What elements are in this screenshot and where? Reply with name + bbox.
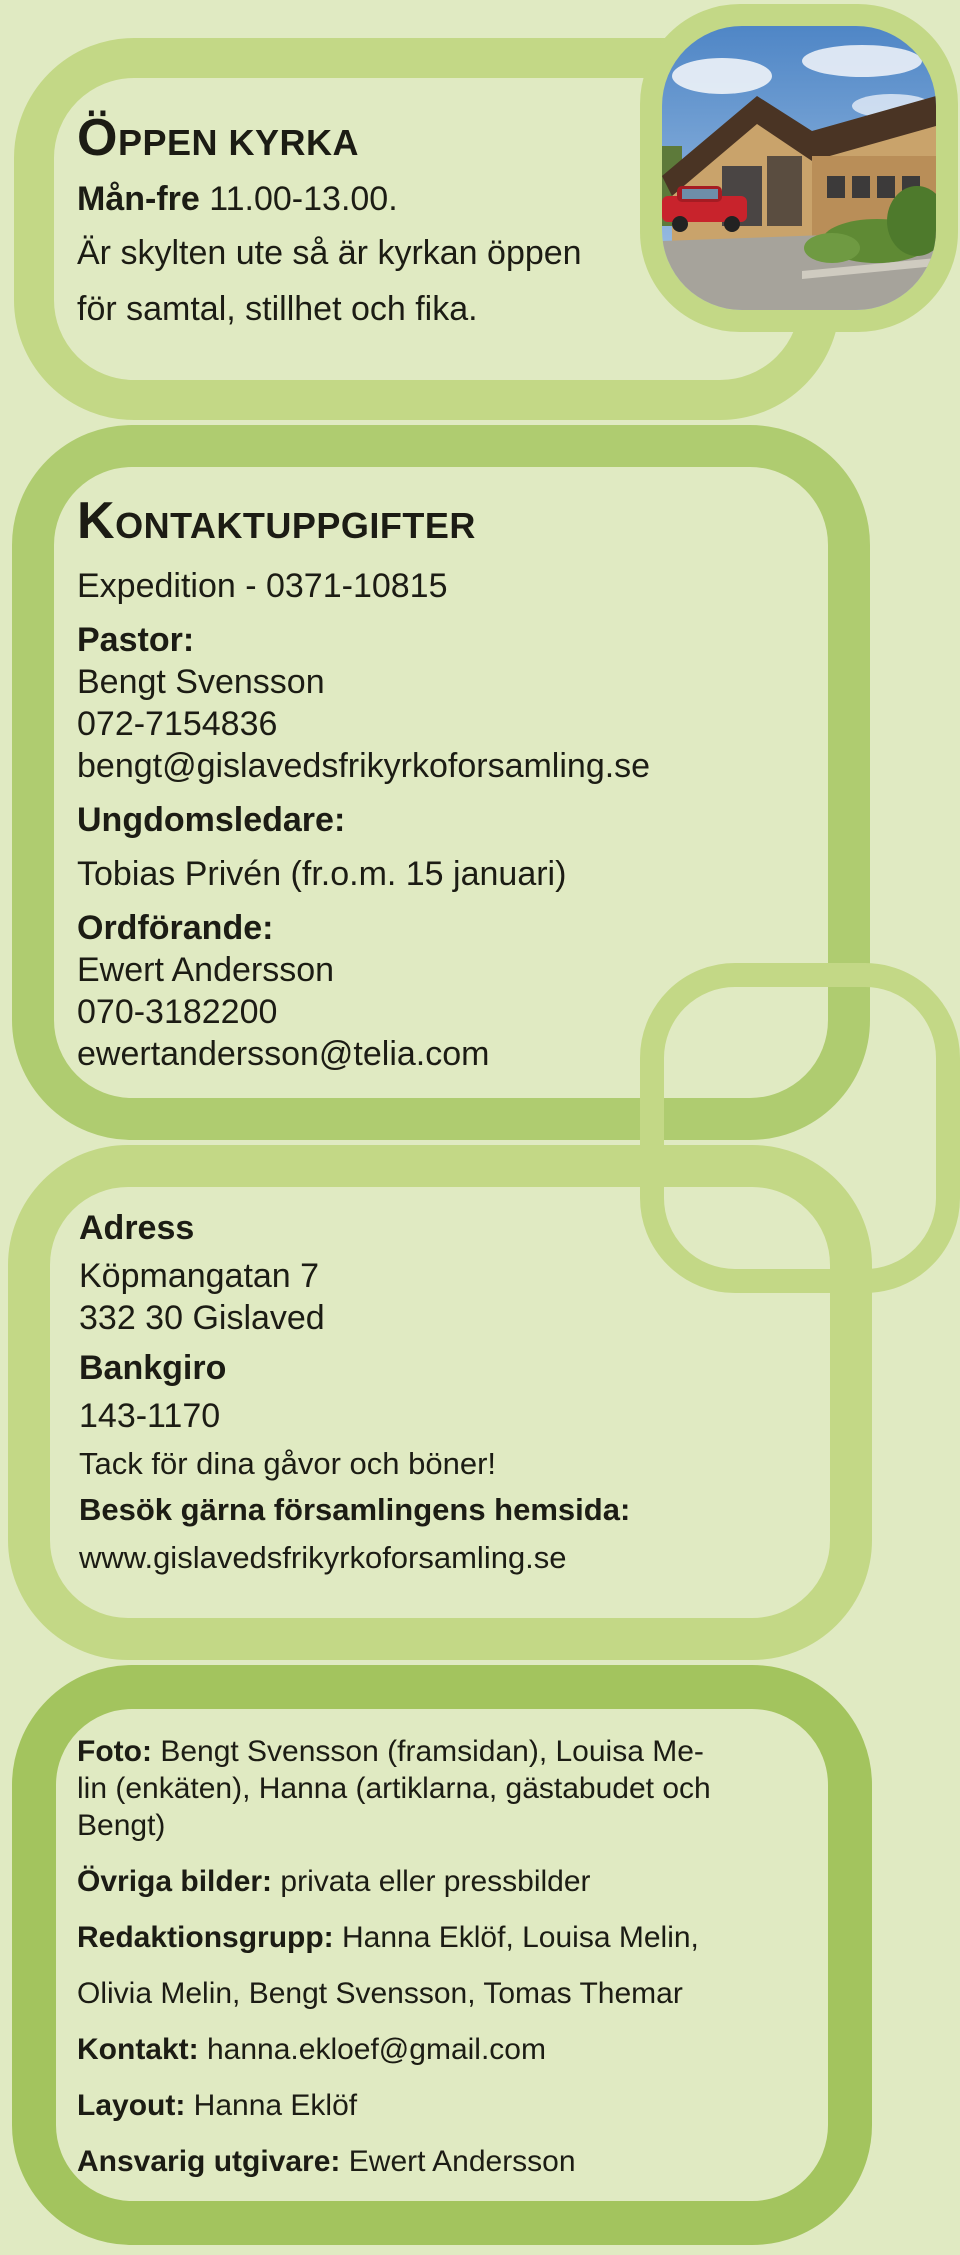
address-street: Köpmangatan 7	[79, 1257, 320, 1295]
chair-email: ewertandersson@telia.com	[77, 1035, 490, 1073]
address-label: Adress	[79, 1209, 195, 1247]
layout-credit	[77, 2087, 777, 2124]
editorial-group-value-2: Olivia Melin, Bengt Svensson, Tomas Themar	[77, 1977, 683, 2010]
pastor-email: bengt@gislavedsfrikyrkoforsamling.se	[77, 747, 651, 785]
expedition-phone: Expedition - 0371-10815	[77, 567, 448, 605]
open-church-heading	[77, 109, 637, 167]
opening-hours-label: Mån-fre	[77, 180, 200, 218]
other-images-credit	[77, 1863, 777, 1900]
bankgiro-number: 143-1170	[79, 1397, 221, 1435]
open-church-line-2: för samtal, stillhet och fika.	[77, 290, 478, 328]
address-city: 332 30 Gislaved	[79, 1299, 325, 1337]
publisher-label: Ansvarig utgivare:	[77, 2145, 341, 2178]
publisher-value: Ewert Andersson	[348, 2145, 576, 2178]
youth-leader-label: Ungdomsledare:	[77, 801, 346, 839]
photo-credits-line-1: Bengt Svensson (framsidan), Louisa Me-	[160, 1735, 704, 1768]
editorial-group-continued	[77, 1975, 777, 2012]
photo-credits-line-2: lin (enkäten), Hanna (artiklarna, gästabudet och	[77, 1772, 711, 1805]
chair-phone: 070-3182200	[77, 993, 278, 1031]
contact-email[interactable]: hanna.ekloef@gmail.com	[207, 2033, 546, 2066]
editorial-group-value-1: Hanna Eklöf, Louisa Melin,	[342, 1921, 699, 1954]
photo-credits	[77, 1733, 777, 1844]
layout-label: Layout:	[77, 2089, 186, 2122]
open-church-section	[77, 109, 637, 330]
church-building-illustration	[662, 26, 936, 310]
open-church-heading-rest: PPEN KYRKA	[117, 122, 359, 163]
other-images-value: privata eller pressbilder	[280, 1865, 591, 1898]
youth-leader-name: Tobias Privén (fr.o.m. 15 januari)	[77, 855, 567, 893]
credits-section	[77, 1733, 777, 2199]
editorial-group	[77, 1919, 777, 1956]
contacts-heading-rest: ONTAKTUPPGIFTER	[115, 505, 476, 546]
contacts-section	[77, 492, 817, 1075]
opening-hours	[77, 178, 637, 220]
publisher-credit	[77, 2143, 777, 2180]
contact-credit	[77, 2031, 777, 2068]
pastor-phone: 072-7154836	[77, 705, 278, 743]
pastor-name: Bengt Svensson	[77, 663, 325, 701]
editorial-group-label: Redaktionsgrupp:	[77, 1921, 334, 1954]
bankgiro-label: Bankgiro	[79, 1349, 227, 1387]
other-images-label: Övriga bilder:	[77, 1865, 273, 1898]
photo-credits-line-3: Bengt)	[77, 1809, 166, 1842]
contact-label: Kontakt:	[77, 2033, 199, 2066]
address-section	[79, 1207, 779, 1577]
contacts-heading	[77, 492, 817, 550]
thanks-text: Tack för dina gåvor och böner!	[79, 1446, 497, 1481]
chair-label: Ordförande:	[77, 909, 274, 947]
website-url[interactable]: www.gislavedsfrikyrkoforsamling.se	[79, 1540, 567, 1575]
contacts-heading-initial: K	[77, 492, 116, 550]
layout-value: Hanna Eklöf	[193, 2089, 358, 2122]
website-visit-label: Besök gärna församlingens hemsida:	[79, 1492, 631, 1527]
opening-hours-value: 11.00-13.00.	[209, 180, 398, 218]
pastor-label: Pastor:	[77, 621, 195, 659]
chair-name: Ewert Andersson	[77, 951, 335, 989]
photo-credits-label: Foto:	[77, 1735, 152, 1768]
open-church-heading-initial: Ö	[77, 109, 118, 167]
church-photo	[662, 26, 936, 310]
open-church-line-1: Är skylten ute så är kyrkan öppen	[77, 234, 582, 272]
